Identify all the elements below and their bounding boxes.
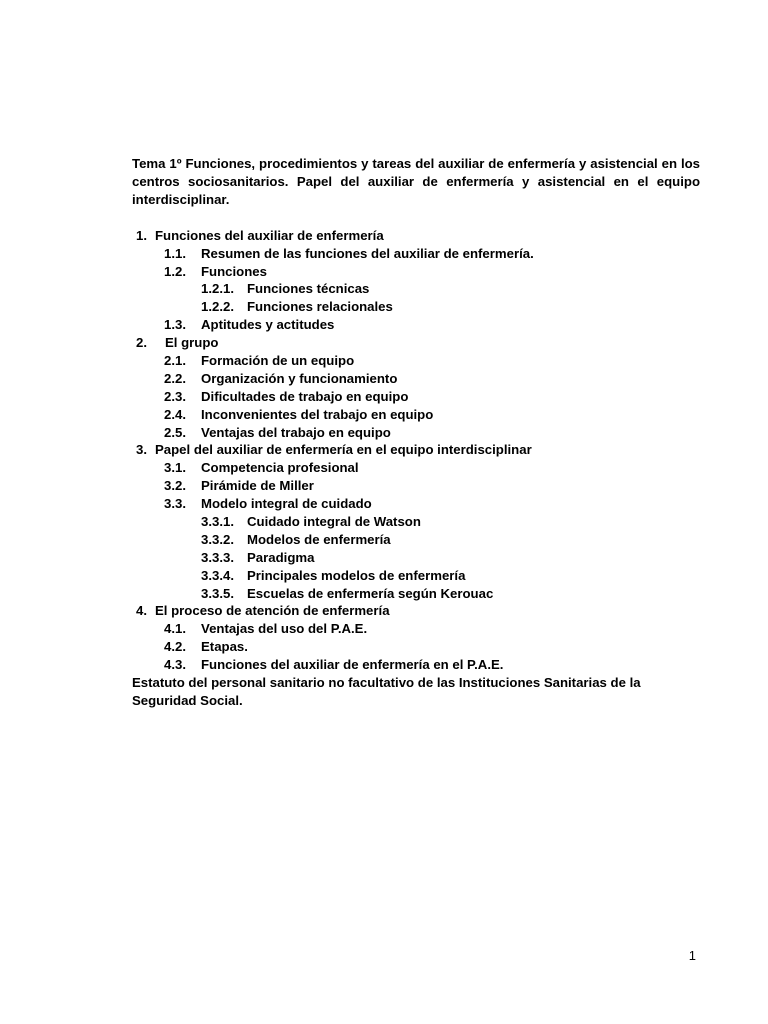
toc-item [132,549,700,567]
toc-number: 2.4. [164,406,186,422]
toc-item [132,298,700,316]
toc-item [132,280,700,298]
toc-item [132,620,700,638]
toc-item [132,227,700,245]
topic-title: Tema 1º Funciones, procedimientos y tareas del auxiliar de enfermería y asistencial en los centros sociosanitarios. Papel del auxiliar de enfermería y asistencial en el equipo interdisciplinar. [132,156,700,207]
toc-text: Competencia profesional [201,460,359,476]
toc-item [132,477,700,495]
toc-text: Aptitudes y actitudes [201,317,335,333]
toc-text: Funciones [201,263,267,279]
toc-text: Formación de un equipo [201,352,355,368]
toc-number: 4. [136,603,147,619]
toc-text: Papel del auxiliar de enfermería en el equipo interdisciplinar [155,442,532,458]
toc-text: Etapas. [201,639,248,655]
toc-item [132,263,700,281]
toc-number: 4.2. [164,639,186,655]
toc-number: 4.3. [164,657,186,673]
toc-number: 3.3.5. [201,585,234,601]
toc-number: 3.1. [164,460,186,476]
toc-number: 2.1. [164,352,186,368]
toc-item [132,459,700,477]
toc-number: 2.5. [164,424,186,440]
toc-number: 4.1. [164,621,186,637]
toc-text: Funciones relacionales [247,299,393,315]
page-number: 1 [688,948,696,963]
toc-number: 1.3. [164,317,186,333]
toc-item [132,334,700,352]
toc-text: Funciones del auxiliar de enfermería [155,227,384,243]
toc-number: 1.1. [164,245,186,261]
toc-item [132,388,700,406]
toc-text: Modelo integral de cuidado [201,496,372,512]
toc-text: Principales modelos de enfermería [247,567,466,583]
toc-text: El grupo [165,335,219,351]
toc-text: Organización y funcionamiento [201,370,398,386]
footer-statute-text: Estatuto del personal sanitario no facultativo de las Instituciones Sanitarias de la Seguridad Social. [132,674,641,708]
toc-item [132,495,700,513]
toc-text: Funciones técnicas [247,281,370,297]
toc-item [132,441,700,459]
toc-item [132,638,700,656]
page-content [132,155,700,710]
toc-number: 3. [136,442,147,458]
toc-item [132,531,700,549]
toc-item [132,567,700,585]
toc-item [132,585,700,603]
toc-number: 3.3. [164,496,186,512]
toc-item [132,513,700,531]
toc-number: 1.2.2. [201,299,234,315]
toc-item [132,245,700,263]
toc-item [132,656,700,674]
toc-text: Funciones del auxiliar de enfermería en el P.A.E. [201,657,504,673]
toc-number: 3.2. [164,478,186,494]
toc-text: Modelos de enfermería [247,531,391,547]
toc-number: 2. [136,335,147,351]
toc-number: 2.3. [164,388,186,404]
toc-text: Inconvenientes del trabajo en equipo [201,406,434,422]
toc-item [132,352,700,370]
toc-text: Paradigma [247,549,315,565]
toc-number: 1.2. [164,263,186,279]
toc-number: 1. [136,227,147,243]
toc-text: Cuidado integral de Watson [247,513,421,529]
toc-item [132,406,700,424]
toc-text: Pirámide de Miller [201,478,314,494]
toc-number: 3.3.3. [201,549,234,565]
toc-text: Dificultades de trabajo en equipo [201,388,409,404]
toc-number: 2.2. [164,370,186,386]
toc-number: 3.3.4. [201,567,234,583]
toc-item [132,316,700,334]
toc-item [132,602,700,620]
toc-number: 1.2.1. [201,281,234,297]
toc-item [132,370,700,388]
table-of-contents [132,227,700,674]
toc-text: Resumen de las funciones del auxiliar de enfermería. [201,245,534,261]
toc-number: 3.3.2. [201,531,234,547]
toc-text: Escuelas de enfermería según Kerouac [247,585,494,601]
toc-text: Ventajas del uso del P.A.E. [201,621,368,637]
toc-text: Ventajas del trabajo en equipo [201,424,391,440]
toc-number: 3.3.1. [201,513,234,529]
toc-item [132,424,700,442]
toc-text: El proceso de atención de enfermería [155,603,390,619]
